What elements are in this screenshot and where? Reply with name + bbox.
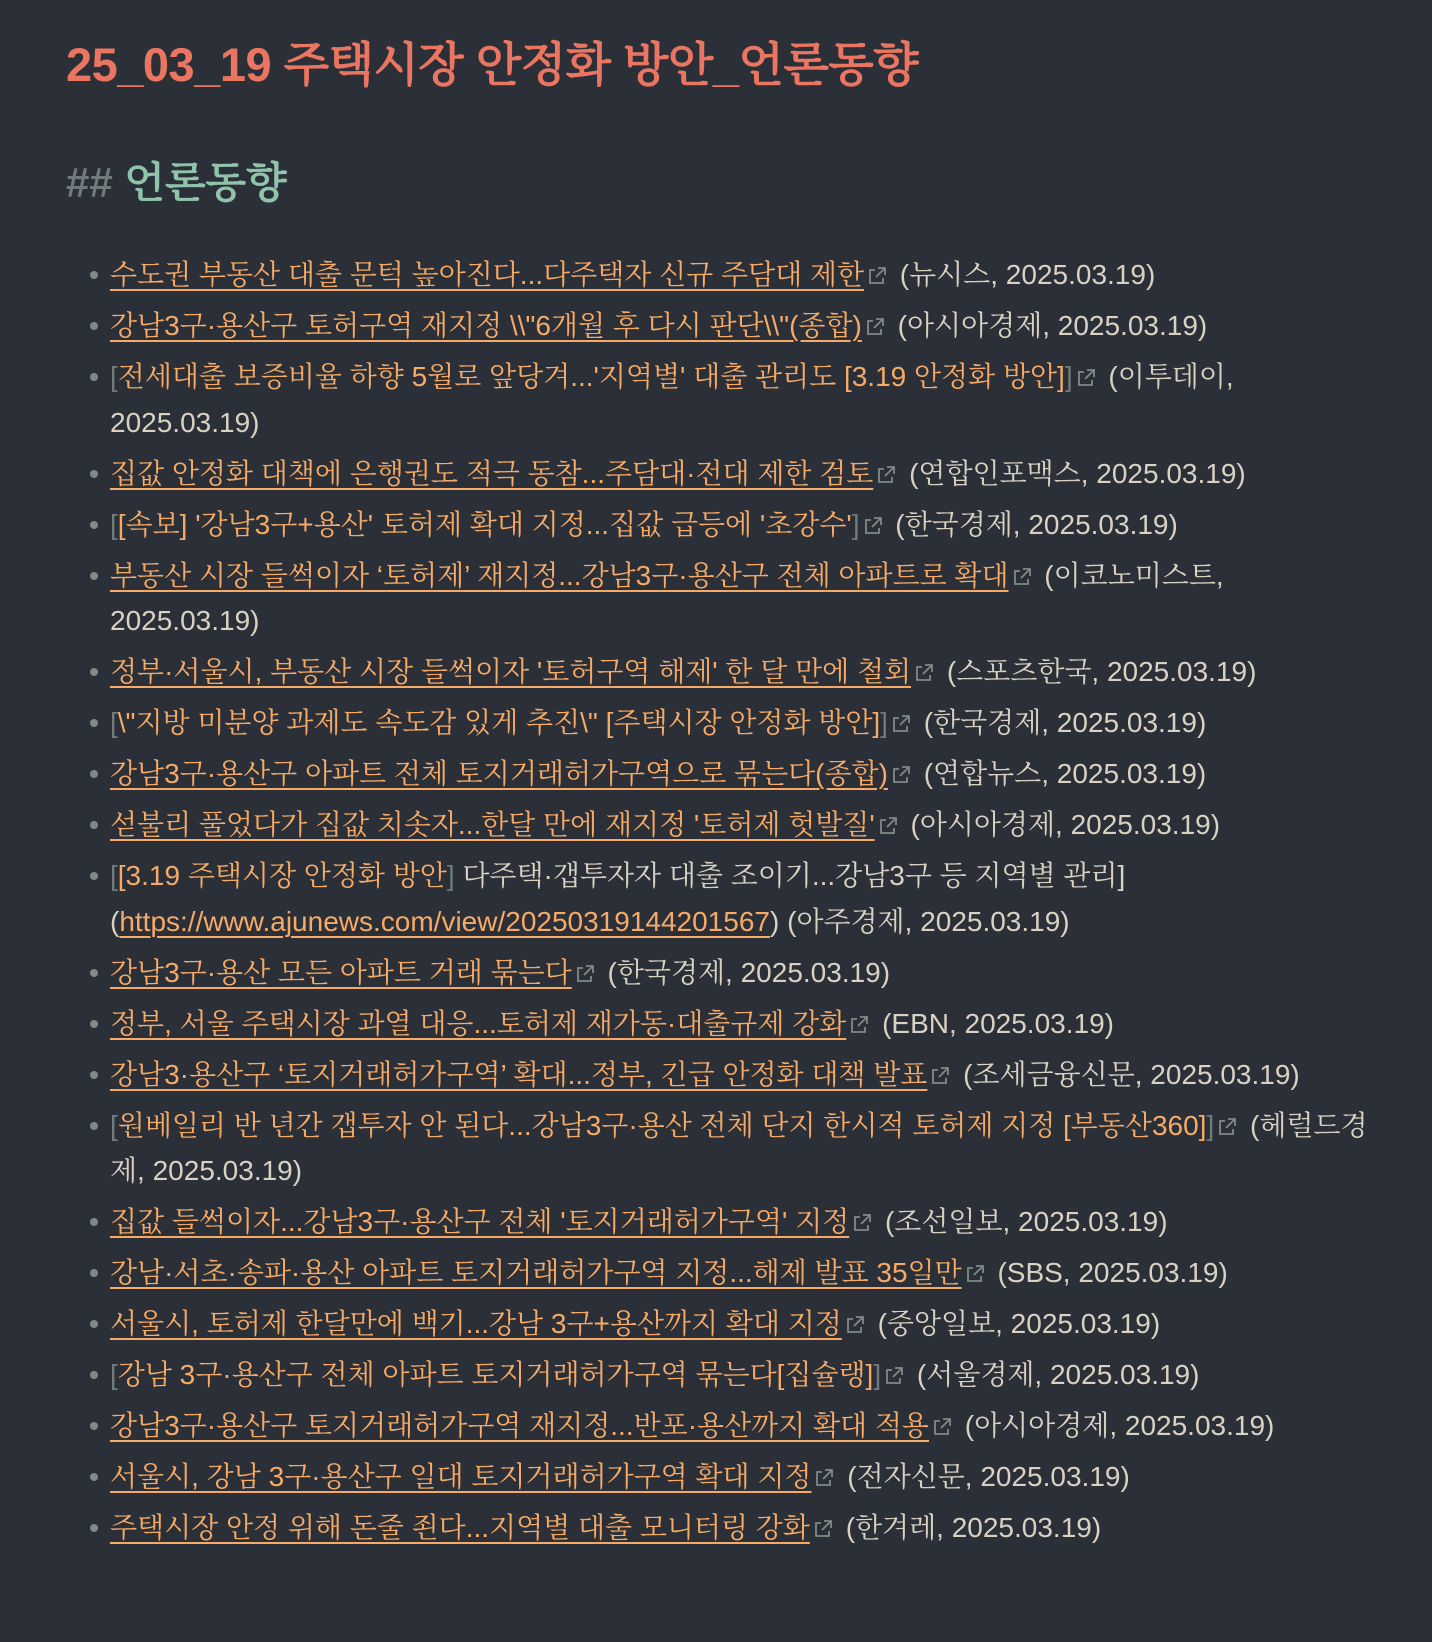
source-date: (이코노미스트, 2025.03.19) xyxy=(110,559,1224,636)
list-item xyxy=(110,1403,1370,1449)
article-link[interactable]: 부동산 시장 들썩이자 ‘토허제’ 재지정...강남3구·용산구 전체 아파트로 확대 xyxy=(110,559,1009,591)
section-heading xyxy=(66,148,1432,218)
article-link[interactable]: 서울시, 강남 3구·용산구 일대 토지거래허가구역 확대 지정 xyxy=(110,1461,812,1492)
external-link-icon[interactable] xyxy=(890,754,912,776)
source-date: (서울경제, 2025.03.19) xyxy=(916,1359,1200,1390)
article-link[interactable]: 강남3구·용산 모든 아파트 거래 묶는다 xyxy=(110,956,572,988)
external-link-icon[interactable] xyxy=(866,255,888,277)
article-link[interactable]: 집값 안정화 대책에 은행권도 적극 동참...주담대·전대 제한 검토 xyxy=(110,457,874,489)
external-link-icon[interactable] xyxy=(890,703,912,725)
article-link[interactable]: 원베일리 반 년간 갭투자 안 된다...강남3구·용산 전체 단지 한시적 토허제 지정 [부동산360] xyxy=(117,1109,1207,1141)
article-link[interactable]: 수도권 부동산 대출 문턱 높아진다...다주택자 신규 주담대 제한 xyxy=(110,259,864,290)
heading-marker: ## xyxy=(66,159,113,206)
source-date: (조선일보, 2025.03.19) xyxy=(884,1206,1168,1237)
list-item xyxy=(110,1454,1370,1500)
source-date: (조세금융신문, 2025.03.19) xyxy=(963,1058,1300,1090)
bracket-close: ] xyxy=(1206,1109,1215,1141)
external-link-icon[interactable] xyxy=(1216,1106,1238,1128)
external-link-icon[interactable] xyxy=(851,1202,873,1224)
list-item xyxy=(110,649,1370,695)
source-date: (한국경제, 2025.03.19) xyxy=(923,707,1207,738)
bracket-close: ] xyxy=(851,508,860,540)
external-link-icon[interactable] xyxy=(929,1055,951,1077)
bracket-open: [ xyxy=(110,361,118,392)
article-link[interactable]: 정부·서울시, 부동산 시장 들썩이자 '토허구역 해제' 한 달 만에 철회 xyxy=(110,656,912,687)
article-link[interactable]: 주택시장 안정 위해 돈줄 죈다...지역별 대출 모니터링 강화 xyxy=(110,1512,810,1543)
list-item xyxy=(110,853,1370,944)
article-link[interactable]: \"지방 미분양 과제도 속도감 있게 추진\" [주택시장 안정화 방안] xyxy=(117,707,881,738)
external-link-icon[interactable] xyxy=(864,306,886,328)
list-item xyxy=(110,252,1370,298)
external-link-icon[interactable] xyxy=(1011,556,1033,578)
source-date: (중앙일보, 2025.03.19) xyxy=(877,1308,1161,1339)
source-date: (헤럴드경제, 2025.03.19) xyxy=(110,1109,1368,1186)
raw-text-tail: ) xyxy=(769,905,780,937)
source-date: (뉴시스, 2025.03.19) xyxy=(899,259,1156,290)
list-item xyxy=(110,553,1370,644)
source-date: (아주경제, 2025.03.19) xyxy=(787,905,1070,937)
bracket-open: [ xyxy=(110,1109,118,1141)
page-title: 25_03_19 주택시장 안정화 방안_언론동향 xyxy=(66,38,919,91)
list-item xyxy=(110,700,1370,746)
news-list xyxy=(66,252,1370,1551)
list-item xyxy=(110,1001,1370,1047)
raw-text: 다주택·갭투자자 대출 조이기...강남3구 등 지역별 관리]( xyxy=(110,860,1126,937)
external-link-icon[interactable] xyxy=(931,1406,953,1428)
list-item xyxy=(110,1250,1370,1296)
external-link-icon[interactable] xyxy=(875,454,897,476)
source-date: (아시아경제, 2025.03.19) xyxy=(897,310,1208,341)
article-link[interactable]: 강남3구·용산구 토허구역 재지정 \\"6개월 후 다시 판단\\"(종합) xyxy=(110,310,862,341)
external-link-icon[interactable] xyxy=(1075,357,1097,379)
heading-label: 언론동향 xyxy=(124,159,287,206)
article-link[interactable]: [속보] '강남3구+용산' 토허제 확대 지정...집값 급등에 '초강수' xyxy=(117,508,852,540)
list-item xyxy=(110,1052,1370,1098)
bracket-close: ] xyxy=(446,860,455,891)
list-item xyxy=(110,1505,1370,1551)
bracket-open: [ xyxy=(110,860,118,891)
bracket-close: ] xyxy=(880,707,888,738)
list-item xyxy=(110,1103,1370,1194)
article-link[interactable]: 강남 3구·용산구 전체 아파트 토지거래허가구역 묶는다[집슐랭] xyxy=(117,1359,874,1390)
external-link-icon[interactable] xyxy=(877,805,899,827)
external-link-icon[interactable] xyxy=(812,1508,834,1530)
external-link-icon[interactable] xyxy=(913,652,935,674)
url-link[interactable]: https://www.ajunews.com/view/20250319144201567 xyxy=(119,905,770,937)
external-link-icon[interactable] xyxy=(848,1004,870,1026)
source-date: (연합뉴스, 2025.03.19) xyxy=(923,758,1207,789)
source-date: (스포츠한국, 2025.03.19) xyxy=(946,656,1257,687)
source-date: (연합인포맥스, 2025.03.19) xyxy=(909,457,1246,489)
list-item xyxy=(110,303,1370,349)
bracket-close: ] xyxy=(1064,361,1073,392)
external-link-icon[interactable] xyxy=(574,953,596,975)
list-item xyxy=(110,802,1370,848)
external-link-icon[interactable] xyxy=(964,1253,986,1275)
article-link[interactable]: 강남3구·용산구 토지거래허가구역 재지정...반포·용산까지 확대 적용 xyxy=(110,1410,929,1441)
source-date: (EBN, 2025.03.19) xyxy=(882,1007,1114,1039)
list-item xyxy=(110,502,1370,548)
external-link-icon[interactable] xyxy=(883,1355,905,1377)
list-item xyxy=(110,950,1370,996)
external-link-icon[interactable] xyxy=(862,505,884,527)
external-link-icon[interactable] xyxy=(844,1304,866,1326)
article-link[interactable]: 강남3·용산구 ‘토지거래허가구역’ 확대...정부, 긴급 안정화 대책 발표 xyxy=(110,1058,928,1090)
article-link[interactable]: 강남·서초·송파·용산 아파트 토지거래허가구역 지정...해제 발표 35일만 xyxy=(110,1257,962,1288)
bracket-close: ] xyxy=(873,1359,882,1390)
list-item xyxy=(110,1352,1370,1398)
list-item xyxy=(110,1199,1370,1245)
source-date: (한겨레, 2025.03.19) xyxy=(845,1512,1102,1543)
source-date: (전자신문, 2025.03.19) xyxy=(847,1461,1130,1492)
article-link[interactable]: 서울시, 토허제 한달만에 백기...강남 3구+용산까지 확대 지정 xyxy=(110,1308,842,1339)
bracket-open: [ xyxy=(110,1359,118,1390)
source-date: (이투데이, 2025.03.19) xyxy=(110,361,1234,438)
article-link[interactable]: 전세대출 보증비율 하향 5월로 앞당겨...'지역별' 대출 관리도 [3.19 안정화 방안] xyxy=(117,361,1065,392)
list-item xyxy=(110,451,1370,497)
bracket-open: [ xyxy=(110,707,118,738)
source-date: (아시아경제, 2025.03.19) xyxy=(910,809,1221,840)
article-link[interactable]: 집값 들썩이자...강남3구·용산구 전체 '토지거래허가구역' 지정 xyxy=(110,1206,850,1237)
bracket-open: [ xyxy=(110,508,118,540)
list-item xyxy=(110,354,1370,445)
source-date: (아시아경제, 2025.03.19) xyxy=(964,1410,1275,1441)
article-link[interactable]: 정부, 서울 주택시장 과열 대응...토허제 재가동·대출규제 강화 xyxy=(110,1007,847,1039)
source-date: (한국경제, 2025.03.19) xyxy=(607,956,891,988)
list-item xyxy=(110,751,1370,797)
external-link-icon[interactable] xyxy=(813,1457,835,1479)
article-link[interactable]: 강남3구·용산구 아파트 전체 토지거래허가구역으로 묶는다(종합) xyxy=(110,758,888,789)
list-item xyxy=(110,1301,1370,1347)
source-date: (한국경제, 2025.03.19) xyxy=(895,508,1178,540)
article-link[interactable]: 섣불리 풀었다가 집값 치솟자...한달 만에 재지정 '토허제 헛발질' xyxy=(110,809,875,840)
article-link[interactable]: [3.19 주택시장 안정화 방안 xyxy=(117,860,447,891)
source-date: (SBS, 2025.03.19) xyxy=(997,1257,1228,1288)
